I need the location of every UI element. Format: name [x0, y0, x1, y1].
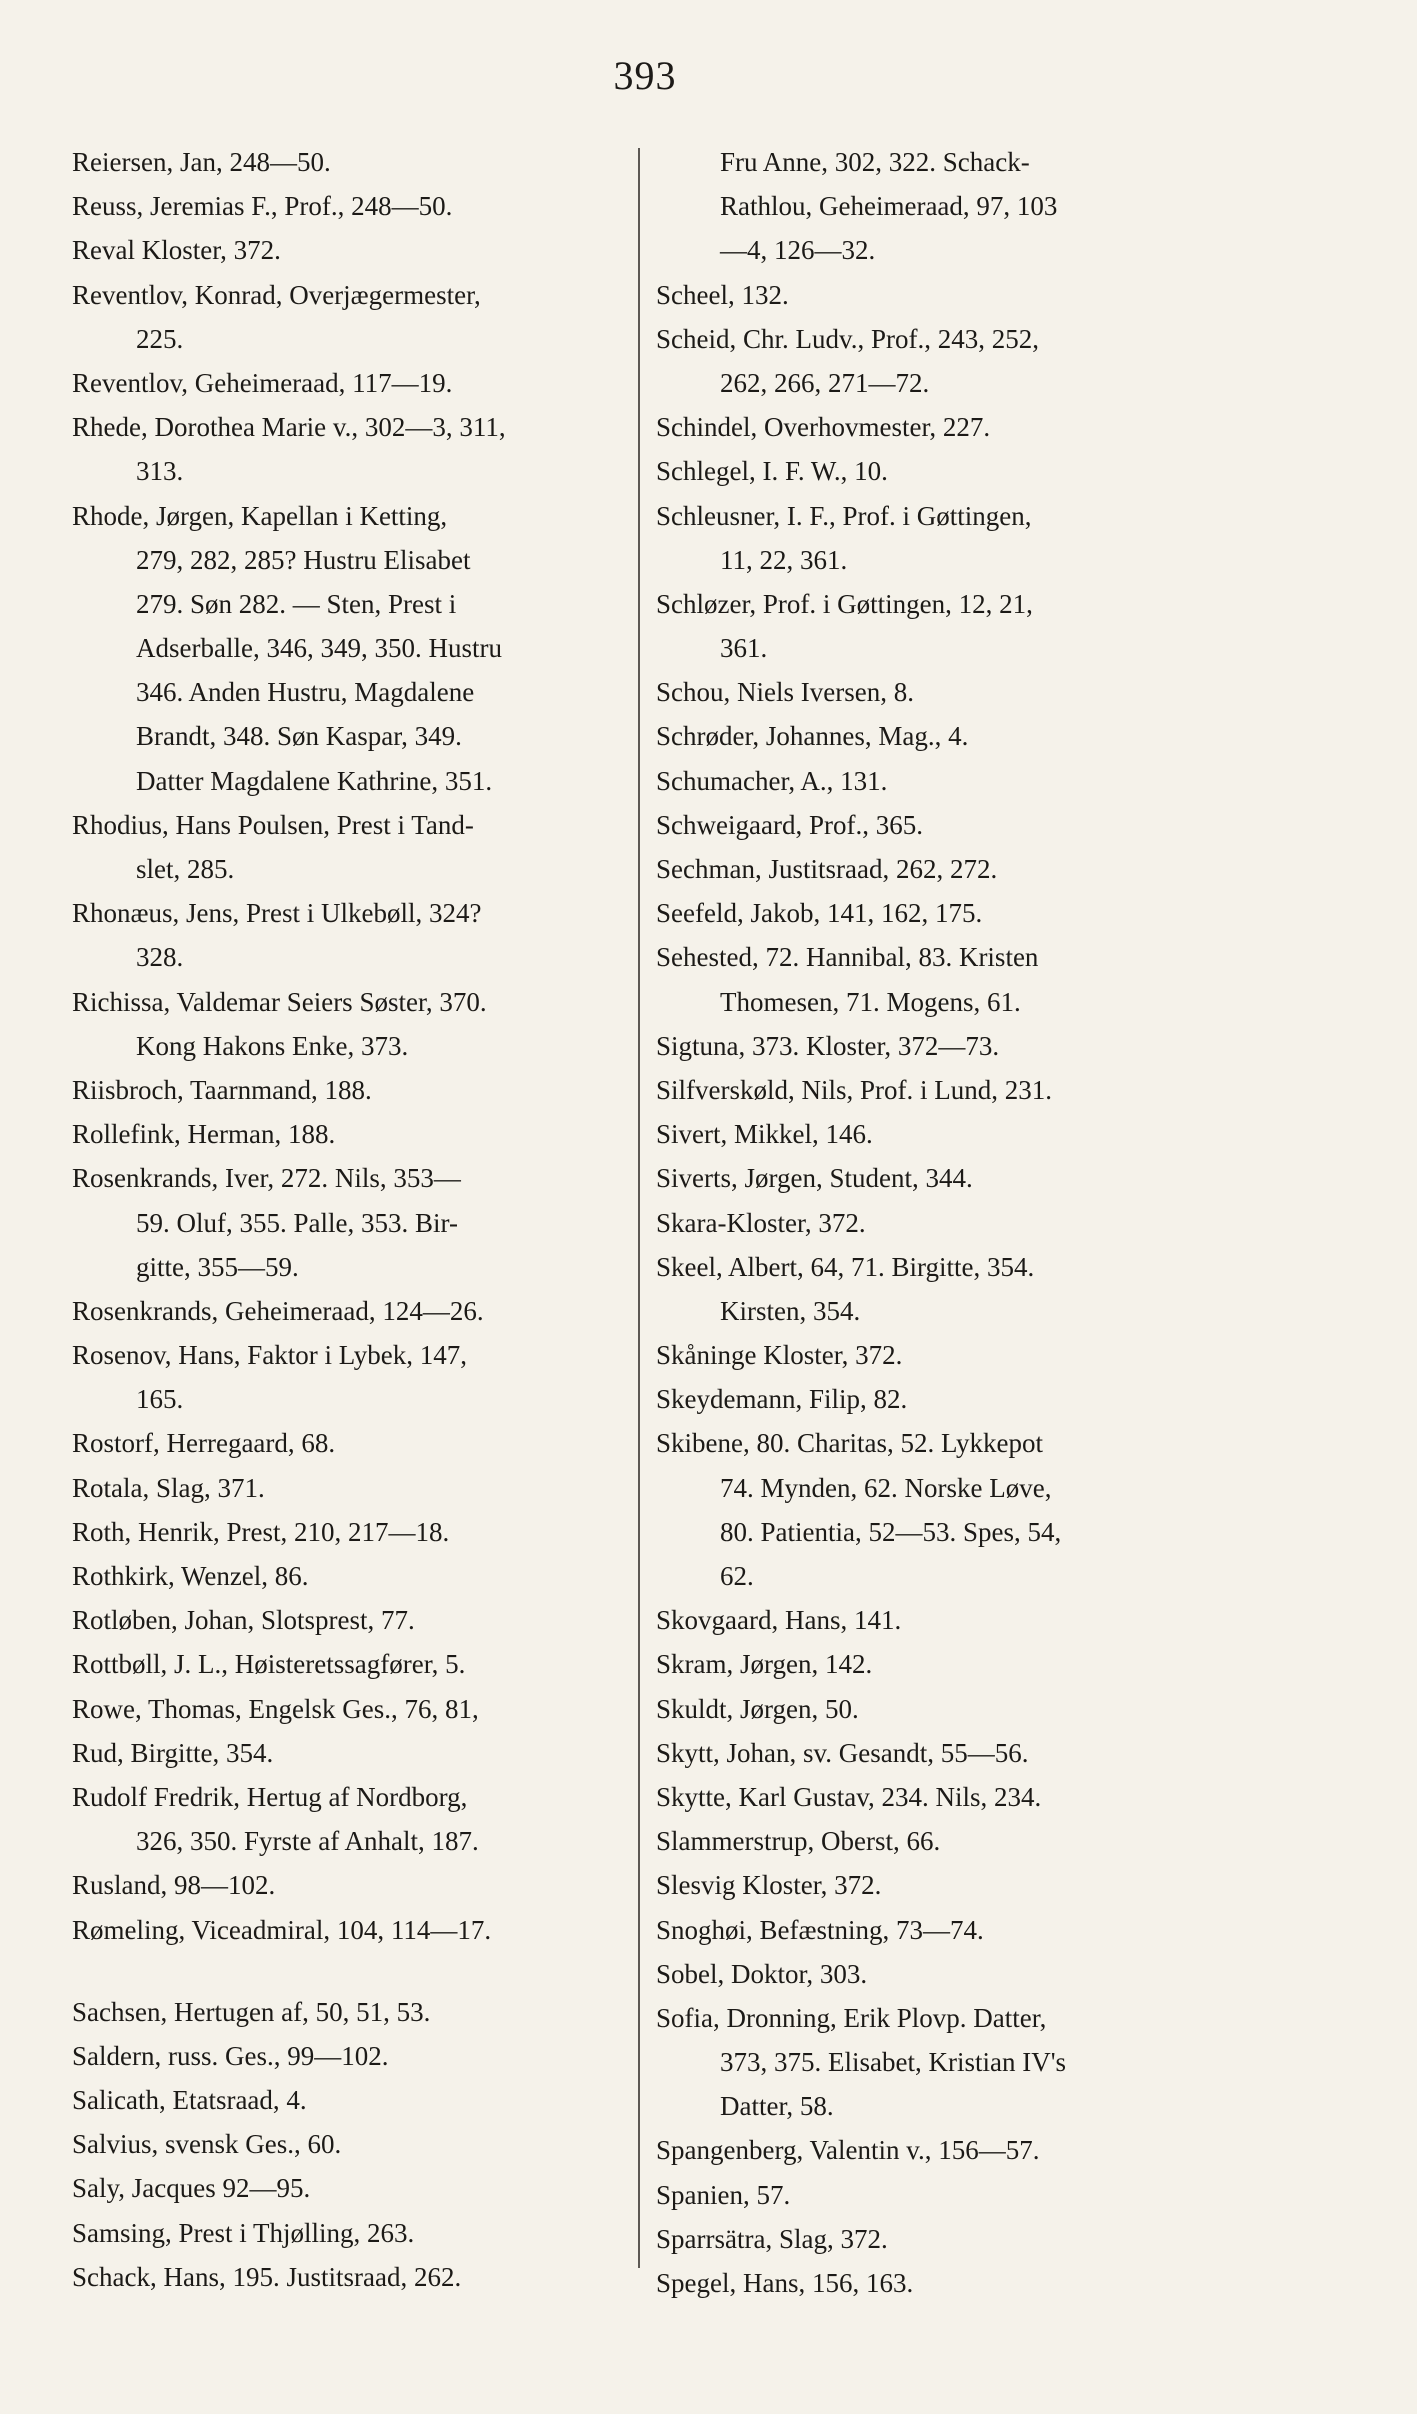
index-entry: Rømeling, Viceadmiral, 104, 114—17. — [72, 1914, 492, 1945]
index-entry: Saldern, russ. Ges., 99—102. — [72, 2040, 389, 2071]
index-entry: Schløzer, Prof. i Gøttingen, 12, 21, — [656, 588, 1033, 619]
index-entry: Skibene, 80. Charitas, 52. Lykkepot — [656, 1428, 1043, 1459]
index-entry: Reventlov, Geheimeraad, 117—19. — [72, 367, 453, 398]
index-entry: Siverts, Jørgen, Student, 344. — [656, 1163, 973, 1194]
index-entry: Schou, Niels Iversen, 8. — [656, 677, 914, 708]
index-entry: Slammerstrup, Oberst, 66. — [656, 1826, 941, 1857]
index-entry: Skytt, Johan, sv. Gesandt, 55—56. — [656, 1737, 1029, 1768]
index-entry-continuation: —4, 126—32. — [720, 235, 876, 266]
index-entry-continuation: gitte, 355—59. — [136, 1251, 299, 1282]
index-entry: Spanien, 57. — [656, 2179, 791, 2210]
index-entry: Skytte, Karl Gustav, 234. Nils, 234. — [656, 1781, 1042, 1812]
index-entry: Salvius, svensk Ges., 60. — [72, 2129, 342, 2160]
index-entry-continuation: 313. — [136, 456, 184, 487]
index-entry-continuation: 279. Søn 282. — Sten, Prest i — [136, 588, 457, 619]
index-entry: Rothkirk, Wenzel, 86. — [72, 1561, 309, 1591]
index-entry: Schrøder, Johannes, Mag., 4. — [656, 721, 969, 752]
section-gap — [72, 1952, 632, 1990]
index-entry: Rud, Birgitte, 354. — [72, 1737, 274, 1768]
index-entry: Sehested, 72. Hannibal, 83. Kristen — [656, 942, 1039, 973]
index-entry: Schleusner, I. F., Prof. i Gøttingen, — [656, 500, 1032, 531]
index-entry: Spangenberg, Valentin v., 156—57. — [656, 2135, 1040, 2166]
index-entry: Roth, Henrik, Prest, 210, 217—18. — [72, 1516, 450, 1547]
index-entry-continuation: 11, 22, 361. — [720, 544, 848, 575]
index-entry: Sachsen, Hertugen af, 50, 51, 53. — [72, 1996, 431, 2027]
index-entry: Rowe, Thomas, Engelsk Ges., 76, 81, — [72, 1693, 479, 1724]
index-entry: Rosenkrands, Geheimeraad, 124—26. — [72, 1295, 484, 1326]
index-entry: Silfverskøld, Nils, Prof. i Lund, 231. — [656, 1074, 1052, 1105]
index-entry: Skram, Jørgen, 142. — [656, 1649, 873, 1680]
index-entry-continuation: 361. — [720, 633, 768, 664]
index-entry-continuation: Brandt, 348. Søn Kaspar, 349. — [136, 721, 462, 752]
index-entry: Saly, Jacques 92—95. — [72, 2173, 311, 2204]
index-entry-continuation: 225. — [136, 323, 184, 354]
index-entry: Skeydemann, Filip, 82. — [656, 1384, 908, 1415]
index-entry-continuation: Kong Hakons Enke, 373. — [136, 1030, 409, 1061]
index-entry: Sparrsätra, Slag, 372. — [656, 2223, 888, 2254]
index-entry-continuation: Adserballe, 346, 349, 350. Hustru — [136, 633, 502, 664]
index-entry: Schumacher, A., 131. — [656, 765, 888, 796]
index-entry: Slesvig Kloster, 372. — [656, 1870, 882, 1901]
index-entry: Skeel, Albert, 64, 71. Birgitte, 354. — [656, 1251, 1035, 1282]
index-entry-continuation: 346. Anden Hustru, Magdalene — [136, 677, 475, 708]
index-entry: Rhede, Dorothea Marie v., 302—3, 311, — [72, 412, 506, 443]
index-entry: Rudolf Fredrik, Hertug af Nordborg, — [72, 1781, 468, 1812]
index-entry: Rottbøll, J. L., Høisteretssagfører, 5. — [72, 1649, 466, 1680]
index-entry: Rosenov, Hans, Faktor i Lybek, 147, — [72, 1340, 467, 1371]
index-entry: Sechman, Justitsraad, 262, 272. — [656, 854, 998, 884]
index-entry: Rhonæus, Jens, Prest i Ulkebøll, 324? — [72, 898, 482, 929]
index-entry-continuation: 62. — [720, 1561, 754, 1591]
index-entry: Reiersen, Jan, 248—50. — [72, 147, 331, 177]
index-entry-continuation: 279, 282, 285? Hustru Elisabet — [136, 544, 471, 575]
index-entry: Skåninge Kloster, 372. — [656, 1340, 903, 1371]
index-entry: Richissa, Valdemar Seiers Søster, 370. — [72, 986, 487, 1017]
page-number: 393 — [613, 53, 677, 98]
index-entry: Rotløben, Johan, Slotsprest, 77. — [72, 1605, 415, 1636]
index-entry: Schweigaard, Prof., 365. — [656, 809, 923, 840]
index-entry-continuation: 328. — [136, 942, 184, 973]
index-entry: Seefeld, Jakob, 141, 162, 175. — [656, 898, 983, 929]
index-entry: Reval Kloster, 372. — [72, 235, 281, 266]
index-entry-continuation: 326, 350. Fyrste af Anhalt, 187. — [136, 1826, 479, 1857]
index-entry-continuation: Datter Magdalene Kathrine, 351. — [136, 765, 493, 796]
index-entry-continuation: 262, 266, 271—72. — [720, 367, 930, 398]
index-entry: Rusland, 98—102. — [72, 1870, 276, 1901]
index-entry-continuation: 80. Patientia, 52—53. Spes, 54, — [720, 1516, 1062, 1547]
index-entry-continuation: Kirsten, 354. — [720, 1295, 861, 1326]
index-entry: Rosenkrands, Iver, 272. Nils, 353— — [72, 1163, 461, 1194]
index-entry: Sobel, Doktor, 303. — [656, 1958, 868, 1989]
index-entry-continuation: Datter, 58. — [720, 2091, 834, 2122]
index-entry-continuation: 165. — [136, 1384, 184, 1415]
index-entry-continuation: Fru Anne, 302, 322. Schack- — [720, 147, 1030, 177]
index-entry: Salicath, Etatsraad, 4. — [72, 2085, 307, 2116]
index-entry-continuation: Rathlou, Geheimeraad, 97, 103 — [720, 191, 1058, 222]
index-entry: Skara-Kloster, 372. — [656, 1207, 866, 1238]
index-entry: Spegel, Hans, 156, 163. — [656, 2268, 914, 2298]
index-entry-continuation: Thomesen, 71. Mogens, 61. — [720, 986, 1021, 1017]
index-entry: Rhodius, Hans Poulsen, Prest i Tand- — [72, 809, 474, 840]
column-divider — [638, 148, 640, 2268]
index-entry-continuation: slet, 285. — [136, 854, 235, 884]
index-entry: Schack, Hans, 195. Justitsraad, 262. — [72, 2261, 462, 2292]
index-entry: Sigtuna, 373. Kloster, 372—73. — [656, 1030, 1000, 1061]
index-entry: Sivert, Mikkel, 146. — [656, 1119, 873, 1150]
index-entry: Rostorf, Herregaard, 68. — [72, 1428, 336, 1459]
index-entry: Scheid, Chr. Ludv., Prof., 243, 252, — [656, 323, 1039, 354]
index-entry: Samsing, Prest i Thjølling, 263. — [72, 2217, 415, 2248]
index-entry-continuation: 59. Oluf, 355. Palle, 353. Bir- — [136, 1207, 458, 1238]
index-entry: Rollefink, Herman, 188. — [72, 1119, 336, 1150]
right-column — [656, 140, 1236, 2305]
index-entry: Snoghøi, Befæstning, 73—74. — [656, 1914, 984, 1945]
index-entry: Reuss, Jeremias F., Prof., 248—50. — [72, 191, 453, 222]
index-entry: Schindel, Overhovmester, 227. — [656, 412, 991, 443]
index-entry: Sofia, Dronning, Erik Plovp. Datter, — [656, 2002, 1047, 2033]
index-entry: Riisbroch, Taarnmand, 188. — [72, 1074, 372, 1105]
index-entry: Skovgaard, Hans, 141. — [656, 1605, 902, 1636]
index-entry: Reventlov, Konrad, Overjægermester, — [72, 279, 481, 310]
left-column — [72, 140, 632, 2299]
index-entry: Scheel, 132. — [656, 279, 789, 310]
index-entry: Rhode, Jørgen, Kapellan i Ketting, — [72, 500, 448, 531]
index-entry-continuation: 74. Mynden, 62. Norske Løve, — [720, 1472, 1052, 1503]
index-entry: Skuldt, Jørgen, 50. — [656, 1693, 859, 1724]
index-entry: Schlegel, I. F. W., 10. — [656, 456, 888, 487]
index-entry: Rotala, Slag, 371. — [72, 1472, 265, 1503]
index-entry-continuation: 373, 375. Elisabet, Kristian IV's — [720, 2047, 1067, 2078]
